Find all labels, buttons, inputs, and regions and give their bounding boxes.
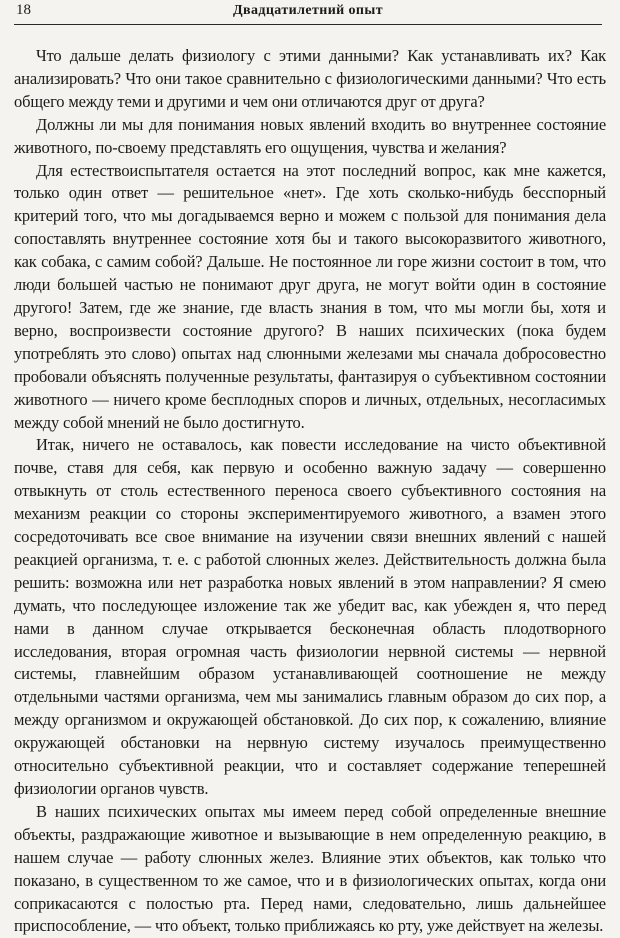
running-title: Двадцатилетний опыт xyxy=(232,3,384,18)
paragraph-1: Что дальше делать физиологу с этими данными? Как устанавливать их? Как анализировать? Что они такое сравнительно с физиологическими данными? Что есть общего между теми и другими и чем они отличаются друг от друга? xyxy=(14,46,606,111)
paragraph-2: Должны ли мы для понимания новых явлений входить во внутреннее состояние животного, по-своему представлять его ощущения, чувства и желания? xyxy=(14,114,606,157)
body-text xyxy=(14,45,606,938)
paragraph-4: Итак, ничего не оставалось, как повести исследование на чисто объективной почве, ставя для себя, как первую и особенно важную задачу — совершенно отвыкнуть от столь естественного переноса своего субъективного состояния на механизм реакции со стороны экспериментируемого животного, а взамен этого сосредоточивать все свое внимание на изучении связи внешних явлений с нашей реакцией организма, т. е. с работой слюнных желез. Действительность должна была решить: возможна или нет разработка новых явлений в этом направлении? Я смею думать, что последующее изложение так же убедит вас, как убежден я, что перед нами в данном случае открывается бесконечная область плодотворного исследования, вторая огромная часть физиологии нервной системы — нервной системы, главнейшим образом устанавливающей соотношение не между отдельными частями организма, чем мы занимались главным образом до сих пор, а между организмом и окружающей обстановкой. До сих пор, к сожалению, влияние окружающей обстановки на нервную систему изучалось преимущественно относительно субъективной реакции, что и составляет содержание теперешней физиологии органов чувств. xyxy=(14,435,606,798)
paragraph-5: В наших психических опытах мы имеем перед собой определенные внешние объекты, раздражающие животное и вызывающие в нем определенную реакцию, в нашем случае — работу слюнных желез. Влияние этих объектов, как только что показано, в существенном то же самое, что и в физиологических опытах, когда они соприкасаются с полостью рта. Перед нами, следовательно, лишь дальнейшее приспособление, — что объект, только приближаясь ко рту, уже действует на железы. xyxy=(14,801,606,936)
page-number: 18 xyxy=(16,2,31,18)
paragraph-3: Для естествоиспытателя остается на этот последний вопрос, как мне кажется, только один ответ — решительное «нет». Где хоть сколько-нибудь бесспорный критерий того, что мы догадываемся верно и можем с пользой для понимания дела сопоставлять внутреннее состояние хотя бы и такого высокоразвитого животного, как собака, с самим собой? Дальше. Не постоянное ли горе жизни состоит в том, что люди большей частью не понимают друг друга, не могут войти один в состояние другого! Затем, где же знание, где власть знания в том, что мы могли бы, хотя и верно, воспроизвести состояние другого? В наших психических (пока будем употреблять это слово) опытах над слюнными железами мы сначала добросовестно пробовали объяснять полученные результаты, фантазируя о субъективном состоянии животного — ничего кроме бесплодных споров и личных, отдельных, несогласимых между собой мнений не было достигнуто. xyxy=(14,160,606,432)
running-head xyxy=(14,0,602,25)
